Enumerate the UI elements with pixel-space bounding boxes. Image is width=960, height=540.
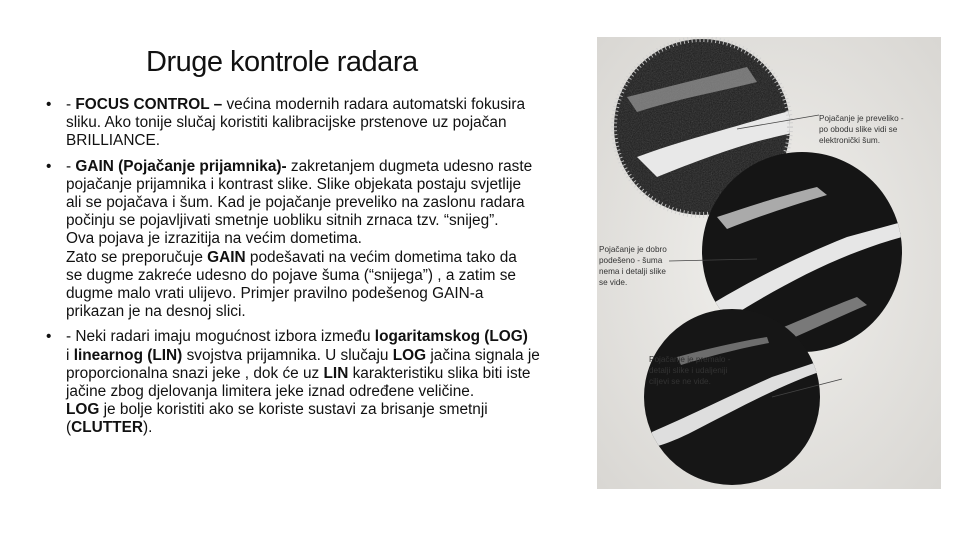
text-run: ali se pojačava i šum. Kad je pojačanje preveliko na zaslonu radara bbox=[66, 194, 525, 212]
text-run: jačina signala je bbox=[426, 346, 540, 364]
bullet-line bbox=[66, 419, 596, 437]
bullet-line bbox=[66, 194, 596, 212]
bullet-focus-control bbox=[46, 96, 596, 151]
bold-text: logaritamskog (LOG) bbox=[374, 328, 528, 346]
bullet-line bbox=[66, 249, 596, 267]
bullet-line bbox=[66, 158, 596, 176]
annotation-middle: Pojačanje je dobro podešeno - šuma nema i detalji slike se vide. bbox=[599, 245, 667, 287]
bullet-line bbox=[66, 230, 596, 248]
bold-text: LOG bbox=[66, 401, 100, 419]
text-run: ( bbox=[66, 419, 72, 437]
bold-text: LOG bbox=[392, 346, 427, 364]
bullet-line bbox=[66, 383, 596, 401]
text-run: proporcionalna snazi jeke , dok će uz bbox=[66, 364, 324, 382]
bullet-line bbox=[66, 212, 596, 230]
text-run: podešavati na većim dometima tako da bbox=[245, 248, 517, 266]
bullet-line bbox=[66, 328, 596, 346]
text-run: Zato se preporučuje bbox=[66, 248, 208, 266]
text-run: je bolje koristiti ako se koriste sustavi za brisanje smetnji bbox=[99, 401, 488, 419]
bullet-line bbox=[66, 365, 596, 383]
annotation-top: Pojačanje je preveliko - po obodu slike vidi se elektronički šum. bbox=[819, 114, 904, 145]
text-run: se dugme zakreće udesno do pojave šuma (“snijega”) , a zatim se bbox=[66, 266, 516, 284]
text-run: svojstva prijamnika. U slučaju bbox=[182, 346, 393, 364]
text-run: sliku. Ako tonije slučaj koristiti kalibracijske prstenove uz pojačan bbox=[66, 114, 507, 132]
bold-text: GAIN bbox=[207, 248, 246, 266]
text-run: BRILLIANCE. bbox=[66, 132, 161, 150]
bold-text: FOCUS CONTROL – bbox=[75, 96, 227, 113]
bold-text: CLUTTER bbox=[71, 419, 143, 437]
bullet-line bbox=[66, 303, 596, 321]
text-run: prikazan je na desnoj slici. bbox=[66, 303, 246, 321]
text-run: ). bbox=[142, 419, 153, 437]
text-run: zakretanjem dugmeta udesno raste bbox=[286, 157, 533, 175]
text-run: počinju se pojavljivati smetnje uobliku sitnih zrnaca tzv. “snijeg”. bbox=[66, 212, 499, 230]
text-run: pojačanje prijamnika i kontrast slike. Slike objekata postaju svjetlije bbox=[66, 175, 522, 193]
bullet-line bbox=[66, 267, 596, 285]
text-run: većina modernih radara automatski fokusira bbox=[226, 96, 526, 113]
annotation-bottom: Pojačanje je premalo - detalji slike i udaljeniji ciljevi se ne vide. bbox=[649, 355, 731, 386]
radar-scope-bottom bbox=[644, 309, 820, 485]
bullet-line bbox=[66, 132, 596, 150]
bullet-line bbox=[66, 347, 596, 365]
bold-text: GAIN (Pojačanje prijamnika)- bbox=[75, 157, 287, 175]
text-run: karakteristiku slika biti iste bbox=[348, 364, 531, 382]
bullet-line bbox=[66, 176, 596, 194]
text-run: i bbox=[66, 346, 74, 364]
bullet-line bbox=[66, 96, 596, 114]
bullet-line bbox=[66, 285, 596, 303]
text-run: - bbox=[66, 96, 76, 113]
bold-text: LIN bbox=[323, 364, 349, 382]
text-run: Ova pojava je izrazitija na većim dometima. bbox=[66, 230, 362, 248]
radar-gain-photo bbox=[597, 37, 941, 489]
text-run: - bbox=[66, 157, 76, 175]
bullet-line bbox=[66, 401, 596, 419]
bullet-list bbox=[46, 96, 596, 445]
bold-text: linearnog (LIN) bbox=[73, 346, 183, 364]
bullet-gain bbox=[46, 158, 596, 322]
text-run: dugme malo vrati ulijevo. Primjer pravilno podešenog GAIN-a bbox=[66, 285, 484, 303]
text-run: - Neki radari imaju mogućnost izbora između bbox=[66, 328, 375, 346]
slide-title: Druge kontrole radara bbox=[146, 46, 418, 78]
bullet-log-lin bbox=[46, 328, 596, 437]
text-run: jačine zbog djelovanja limitera jeke iznad određene veličine. bbox=[66, 383, 475, 401]
bullet-line bbox=[66, 114, 596, 132]
